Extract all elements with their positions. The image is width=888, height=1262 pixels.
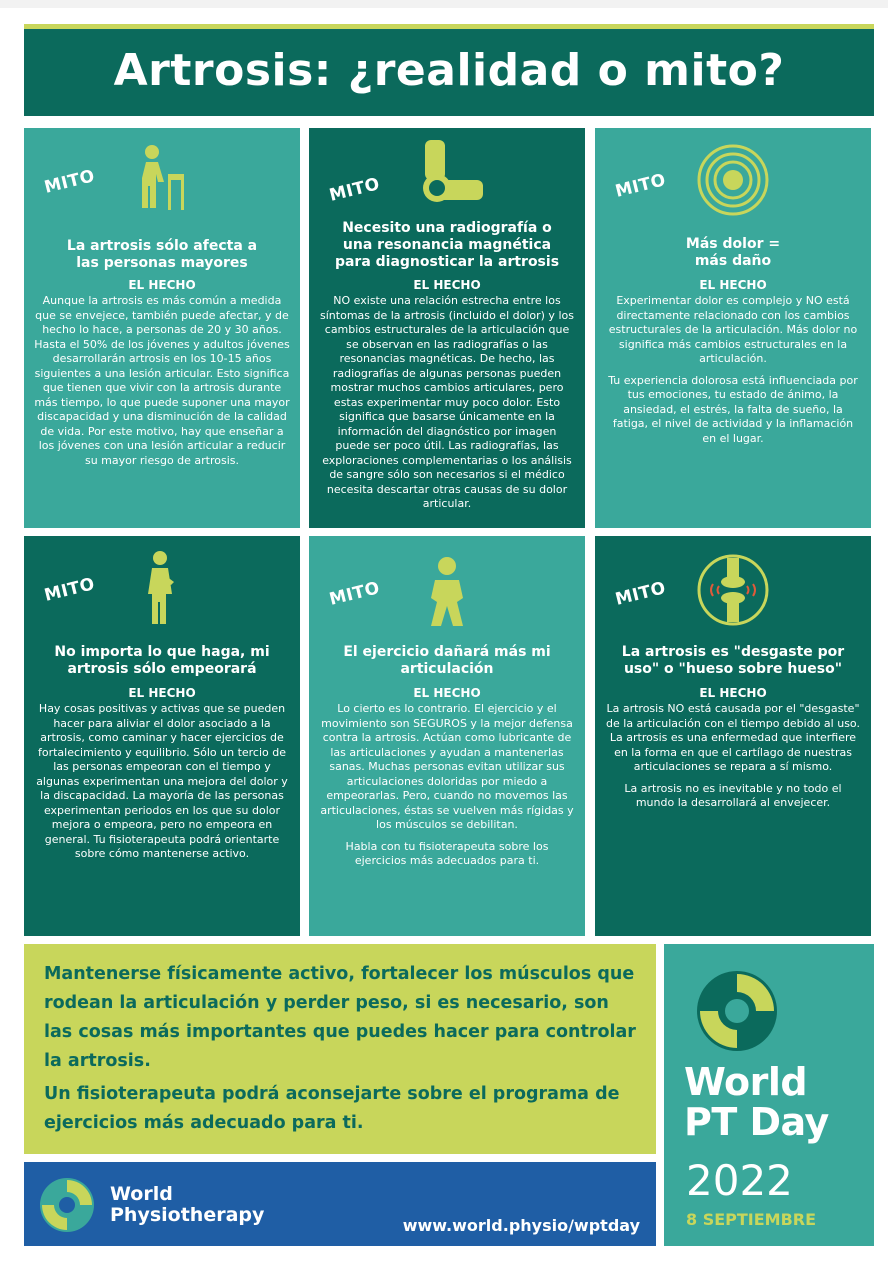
fact-heading: EL HECHO <box>413 686 481 700</box>
myth-title: Más dolor = más daño <box>685 236 781 269</box>
fact-text <box>319 294 575 519</box>
page-title: Artrosis: ¿realidad o mito? <box>113 45 785 96</box>
header-banner <box>24 24 874 116</box>
fact-paragraph: Aunque la artrosis es más común a medida que se envejece, también puede afectar, y de hecho lo hace, a personas de 20 y 30 años. Hasta el 50% de los jóvenes y adultos jóvenes desarrollarán artrosis en los 10-15 años siguientes a una lesión articular. Esto significa que tienen que vivir con la artrosis durante más tiempo, lo que puede suponer una mayor discapacidad y una disminución de la calidad de vida. Por este motivo, hay que enseñar a los jóvenes con una lesión articular a reducir su mayor riesgo de artrosis. <box>34 294 290 467</box>
page-top-strip <box>0 0 888 8</box>
myth-card-exercise <box>309 536 585 936</box>
fact-text <box>34 702 290 869</box>
mito-label: MITO <box>613 170 668 202</box>
fact-text <box>34 294 290 475</box>
mito-label: MITO <box>42 574 97 606</box>
myth-title: La artrosis es "desgaste por uso" o "hueso sobre hueso" <box>621 644 845 677</box>
myth-title: El ejercicio dañará más mi articulación <box>343 644 551 677</box>
world-pt-day-logo-icon <box>694 968 780 1054</box>
mito-label: MITO <box>327 174 382 206</box>
myth-title: La artrosis sólo afecta a las personas mayores <box>66 238 258 271</box>
bone-joint-icon <box>693 550 773 630</box>
fact-heading: EL HECHO <box>128 686 196 700</box>
crouching-person-icon <box>407 554 487 634</box>
key-message-paragraph: Un fisioterapeuta podrá aconsejarte sobre el programa de ejercicios más adecuado para ti. <box>44 1084 620 1133</box>
myth-card-pain <box>595 128 871 528</box>
walker-person-icon <box>122 140 202 220</box>
fact-text <box>605 702 861 818</box>
fact-paragraph: Lo cierto es lo contrario. El ejercicio y el movimiento son SEGUROS y la mejor defensa contra la artrosis. Actúan como lubricante de las articulaciones y ayudan a mantenerlas sanas. Muchas personas evitan utilizar sus articulaciones doloridas por miedo a empeorarlas. Pero, cuando no movemos las articulaciones, éstas se vuelven más rígidas y los músculos se debilitan. <box>320 702 574 831</box>
website-link[interactable]: www.world.physio/wptday <box>402 1216 640 1235</box>
fact-paragraph: Experimentar dolor es complejo y NO está directamente relacionado con los cambios estructurales de la articulación. Más dolor no significa más cambios estructurales en la articulación. <box>608 294 858 365</box>
fact-paragraph: Tu experiencia dolorosa está influenciada por tus emociones, tu estado de ánimo, la ansiedad, el estrés, la falta de sueño, la fatiga, el nivel de actividad y la inflamación en el lugar. <box>608 373 858 445</box>
fact-paragraph: Habla con tu fisioterapeuta sobre los ejercicios más adecuados para ti. <box>345 839 549 867</box>
myth-card-worsen <box>24 536 300 936</box>
knee-joint-icon <box>407 136 487 216</box>
myth-card-wear <box>595 536 871 936</box>
key-message <box>44 960 636 1142</box>
fact-heading: EL HECHO <box>413 278 481 292</box>
fact-paragraph: La artrosis no es inevitable y no todo el mundo la desarrollará al envejecer. <box>624 781 842 809</box>
mito-label: MITO <box>42 166 97 198</box>
footer-bar <box>24 1162 656 1246</box>
fact-heading: EL HECHO <box>699 278 767 292</box>
fact-paragraph: NO existe una relación estrecha entre los síntomas de la artrosis (incluido el dolor) y los cambios estructurales de la articulación que se observan en las radiografías o las resonancias magnéticas. De hecho, las radiografías de algunas personas pueden mostrar muchos cambios articulares, pero estas experimentar muy poco dolor. Esto significa que basarse únicamente en la información del diagnóstico por imagen puede ser poco útil. Las radiografías, las exploraciones complementarias o los análisis de sangre sólo son necesarios si el médico necesita descartar otras causas de su dolor articular. <box>320 294 574 510</box>
event-title-line: World <box>684 1060 808 1104</box>
fact-paragraph: Hay cosas positivas y activas que se pueden hacer para aliviar el dolor asociado a la artrosis, como caminar y hacer ejercicios de fortalecimiento y equilibrio. Sólo un tercio de las personas empeoran con el tiempo y algunas experimentan una mejora del dolor y la discapacidad. La mayoría de las personas experimentan periodos en los que su dolor mejora o empeora, pero no empeora en general. Tu fisioterapeuta podrá orientarte sobre cómo mantenerse activo. <box>36 702 288 860</box>
event-year: 2022 <box>686 1156 793 1205</box>
event-title <box>684 1062 829 1142</box>
fact-paragraph: La artrosis NO está causada por el "desgaste" de la articulación con el tiempo debido al uso. La artrosis es una enfermedad que interfiere en la forma en que el cartílago de nuestras articulaciones se repara a sí mismo. <box>606 702 860 773</box>
event-date: 8 SEPTIEMBRE <box>686 1210 817 1229</box>
org-name-line: World <box>110 1183 173 1205</box>
myth-card-age <box>24 128 300 528</box>
pain-radiating-icon <box>693 140 773 220</box>
org-name <box>110 1184 264 1226</box>
fact-heading: EL HECHO <box>699 686 767 700</box>
event-title-line: PT Day <box>684 1100 829 1144</box>
key-message-panel <box>24 944 656 1154</box>
myth-title: No importa lo que haga, mi artrosis sólo empeorará <box>54 644 270 677</box>
back-pain-person-icon <box>122 548 202 628</box>
fact-heading: EL HECHO <box>128 278 196 292</box>
myth-card-imaging <box>309 128 585 528</box>
fact-text <box>319 702 575 876</box>
key-message-paragraph: Mantenerse físicamente activo, fortalecer los músculos que rodean la articulación y perder peso, si es necesario, son las cosas más importantes que puedes hacer para controlar la artrosis. <box>44 964 636 1071</box>
myth-title: Necesito una radiografía o una resonancia magnética para diagnosticar la artrosis <box>334 220 560 270</box>
mito-label: MITO <box>613 578 668 610</box>
world-pt-day-panel <box>664 944 874 1246</box>
org-name-line: Physiotherapy <box>110 1204 265 1226</box>
mito-label: MITO <box>327 578 382 610</box>
fact-text <box>605 294 861 453</box>
world-physiotherapy-logo-icon <box>38 1176 96 1234</box>
